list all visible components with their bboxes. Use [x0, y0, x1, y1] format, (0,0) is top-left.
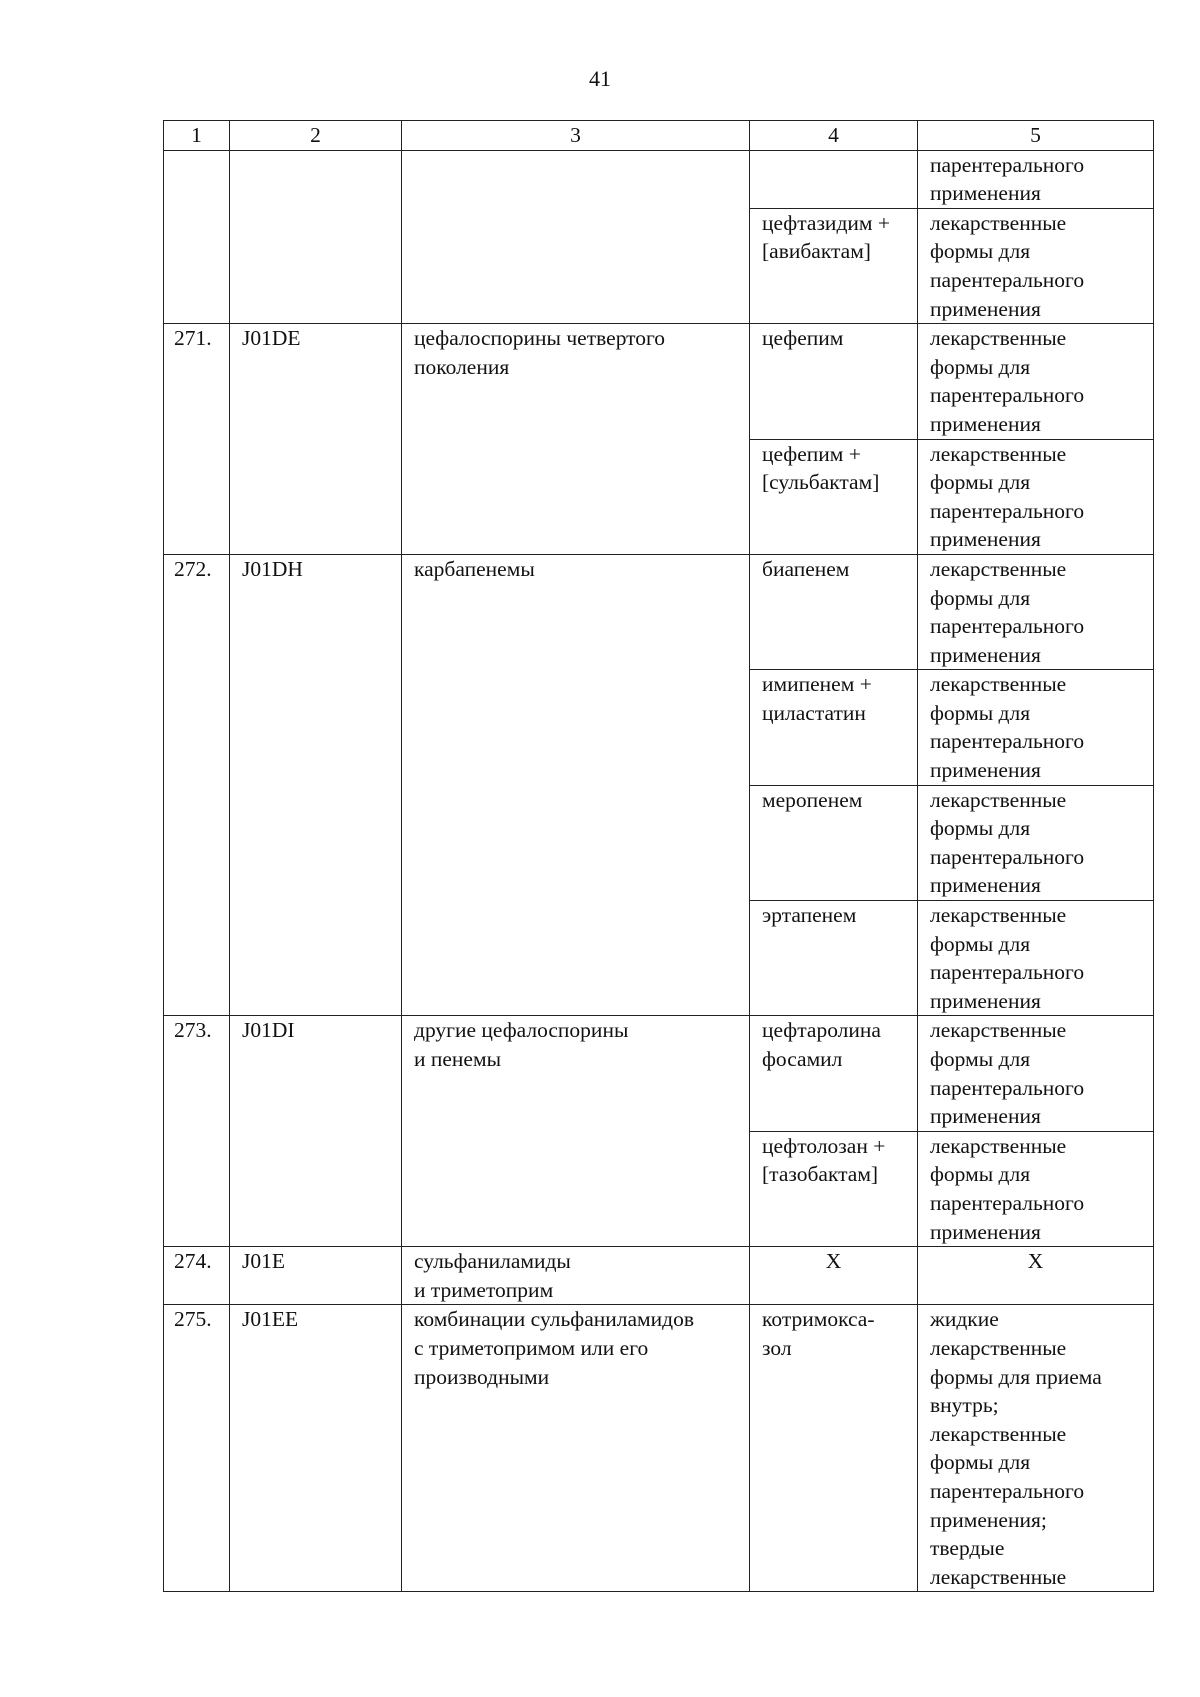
drug-name-cell: меропенем: [750, 785, 918, 900]
row-number-cell: 275.: [164, 1305, 230, 1592]
header-cell-col1: 1: [164, 121, 230, 151]
page-number: 41: [589, 66, 611, 91]
group-name-cell: [402, 150, 750, 324]
dosage-form-cell: лекарственные формы для парентерального применения: [918, 1131, 1154, 1246]
atc-code-cell: J01DE: [230, 324, 402, 555]
drug-name-cell: цефтолозан + [тазобактам]: [750, 1131, 918, 1246]
dosage-form-cell: лекарственные формы для парентерального применения: [918, 670, 1154, 785]
drug-name-cell: биапенем: [750, 554, 918, 669]
drug-name-cell: имипенем + циластатин: [750, 670, 918, 785]
dosage-form-cell: лекарственные формы для парентерального применения: [918, 208, 1154, 323]
atc-code-cell: J01E: [230, 1247, 402, 1305]
table-row: [164, 554, 1154, 669]
group-name-cell: карбапенемы: [402, 554, 750, 1016]
header-cell-col5: 5: [918, 121, 1154, 151]
dosage-form-cell: лекарственные формы для парентерального применения: [918, 324, 1154, 439]
table-row: [164, 1305, 1154, 1592]
group-name-cell: комбинации сульфаниламидов с триметопримом или его производными: [402, 1305, 750, 1592]
table-row: [164, 324, 1154, 439]
table-body: [164, 121, 1154, 1592]
drug-name-cell: цефепим + [сульбактам]: [750, 439, 918, 554]
group-name-cell: другие цефалоспорины и пенемы: [402, 1016, 750, 1247]
drug-name-cell: цефтазидим + [авибактам]: [750, 208, 918, 323]
header-cell-col2: 2: [230, 121, 402, 151]
drug-name-cell: Х: [750, 1247, 918, 1305]
table-row: [164, 1247, 1154, 1305]
dosage-form-cell: лекарственные формы для парентерального применения: [918, 439, 1154, 554]
row-number-cell: 271.: [164, 324, 230, 555]
dosage-form-cell: лекарственные формы для парентерального применения: [918, 554, 1154, 669]
row-number-cell: 274.: [164, 1247, 230, 1305]
atc-code-cell: J01DH: [230, 554, 402, 1016]
row-number-cell: 272.: [164, 554, 230, 1016]
dosage-form-cell: лекарственные формы для парентерального применения: [918, 785, 1154, 900]
group-name-cell: сульфаниламиды и триметоприм: [402, 1247, 750, 1305]
dosage-form-cell: парентерального применения: [918, 150, 1154, 208]
table-row: [164, 1016, 1154, 1131]
header-row: [164, 121, 1154, 151]
atc-code-cell: [230, 150, 402, 324]
group-name-cell: цефалоспорины четвертого поколения: [402, 324, 750, 555]
header-cell-col3: 3: [402, 121, 750, 151]
dosage-form-cell: лекарственные формы для парентерального применения: [918, 901, 1154, 1016]
row-number-cell: [164, 150, 230, 324]
atc-code-cell: J01EE: [230, 1305, 402, 1592]
table-row: [164, 150, 1154, 208]
row-number-cell: 273.: [164, 1016, 230, 1247]
atc-code-cell: J01DI: [230, 1016, 402, 1247]
dosage-form-cell: жидкие лекарственные формы для приема внутрь; лекарственные формы для парентерального применения; твердые лекарственные: [918, 1305, 1154, 1592]
header-cell-col4: 4: [750, 121, 918, 151]
dosage-form-cell: Х: [918, 1247, 1154, 1305]
dosage-form-cell: лекарственные формы для парентерального применения: [918, 1016, 1154, 1131]
drug-name-cell: цефепим: [750, 324, 918, 439]
drug-name-cell: [750, 150, 918, 208]
drug-name-cell: цефтаролина фосамил: [750, 1016, 918, 1131]
drug-table: [163, 120, 1154, 1592]
drug-name-cell: котримокса- зол: [750, 1305, 918, 1592]
drug-name-cell: эртапенем: [750, 901, 918, 1016]
